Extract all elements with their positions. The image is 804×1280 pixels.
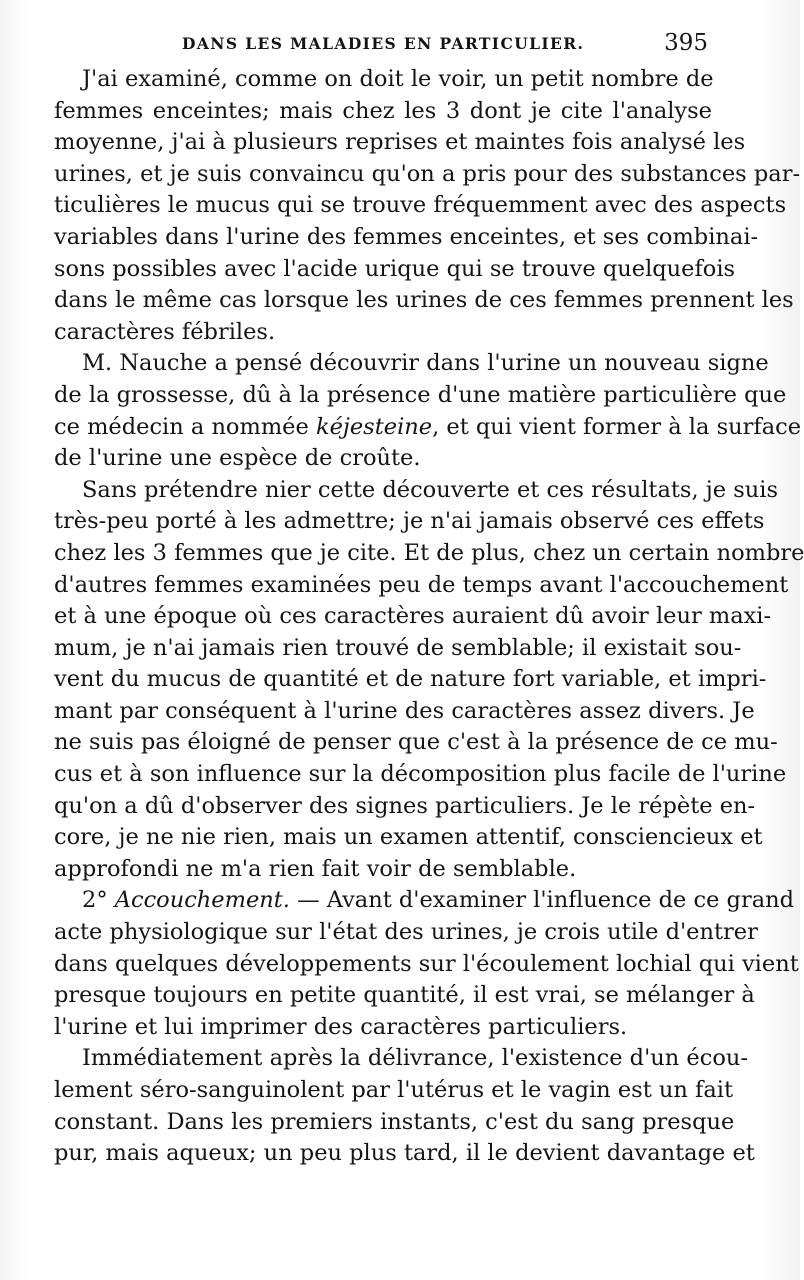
italic-term: kéjesteine	[315, 413, 433, 440]
text-line: presque toujours en petite quantité, il est vrai, se mélanger à	[54, 982, 755, 1009]
text-line: très-peu porté à les admettre; je n'ai jamais observé ces effets	[54, 508, 765, 535]
text-line: M. Nauche a pensé découvrir dans l'urine un nouveau signe	[82, 350, 769, 377]
text-line: urines, et je suis convaincu qu'on a pris pour des substances par-	[54, 160, 801, 187]
body-text	[54, 64, 804, 1170]
text-line: qu'on a dû d'observer des signes particuliers. Je le répète en-	[54, 792, 756, 819]
text-line: de l'urine une espèce de croûte.	[54, 445, 421, 472]
italic-term: Accouchement.	[114, 887, 290, 914]
text-line: d'autres femmes examinées peu de temps avant l'accouchement	[54, 571, 789, 598]
paragraph	[54, 475, 804, 886]
text-line: mum, je n'ai jamais rien trouvé de semblable; il existait sou-	[54, 634, 742, 661]
text-segment: — Avant d'examiner l'influence de ce grand	[289, 887, 795, 914]
text-line: variables dans l'urine des femmes enceintes, et ses combinai-	[54, 223, 759, 250]
text-line: Immédiatement après la délivrance, l'existence d'un écou-	[82, 1045, 748, 1072]
text-line: ticulières le mucus qui se trouve fréquemment avec des aspects	[54, 192, 787, 219]
text-line: dans quelques développements sur l'écoulement lochial qui vient	[54, 950, 799, 977]
text-line: dans le même cas lorsque les urines de ces femmes prennent les	[54, 287, 794, 314]
text-line: constant. Dans les premiers instants, c'est du sang presque	[54, 1108, 735, 1135]
text-segment: ce médecin a nommée	[54, 413, 316, 440]
text-line: moyenne, j'ai à plusieurs reprises et maintes fois analysé les	[54, 129, 746, 156]
text-segment: 2°	[82, 887, 115, 914]
text-line: approfondi ne m'a rien fait voir de semblable.	[54, 855, 577, 882]
running-head: DANS LES MALADIES EN PARTICULIER.	[182, 34, 585, 53]
text-line: chez les 3 femmes que je cite. Et de plus, chez un certain nombre	[54, 539, 804, 566]
text-line: mant par conséquent à l'urine des caractères assez divers. Je	[54, 697, 755, 724]
text-line: sons possibles avec l'acide urique qui se trouve quelquefois	[54, 255, 736, 282]
text-line: lement séro-sanguinolent par l'utérus et le vagin est un fait	[54, 1077, 733, 1103]
text-line: acte physiologique sur l'état des urines, je crois utile d'entrer	[54, 919, 758, 946]
paragraph	[54, 885, 799, 1043]
text-line: pur, mais aqueux; un peu plus tard, il le devient davantage et	[54, 1140, 755, 1167]
text-line: J'ai examiné, comme on doit le voir, un petit nombre de	[82, 66, 714, 92]
paragraph	[54, 1043, 755, 1169]
text-line	[54, 412, 802, 444]
text-line: caractères fébriles.	[54, 318, 276, 345]
text-line: cus et à son influence sur la décomposition plus facile de l'urine	[54, 761, 787, 788]
paragraph	[54, 348, 802, 474]
text-line: vent du mucus de quantité et de nature fort variable, et impri-	[54, 666, 767, 693]
text-segment: , et qui vient former à la surface	[432, 413, 802, 440]
text-line: femmes enceintes; mais chez les 3 dont je cite l'analyse	[54, 97, 712, 124]
text-line: de la grossesse, dû à la présence d'une matière particulière que	[54, 381, 787, 408]
text-line: l'urine et lui imprimer des caractères particuliers.	[54, 1013, 628, 1040]
text-line: ne suis pas éloigné de penser que c'est à la présence de ce mu-	[54, 729, 778, 756]
text-line: Sans prétendre nier cette découverte et ces résultats, je suis	[82, 476, 778, 503]
page-header	[140, 30, 710, 60]
paragraph	[54, 64, 801, 348]
text-line	[54, 885, 795, 917]
text-line: core, je ne nie rien, mais un examen attentif, consciencieux et	[54, 824, 763, 851]
page-number: 395	[664, 30, 708, 56]
text-line: et à une époque où ces caractères auraient dû avoir leur maxi-	[54, 603, 772, 630]
